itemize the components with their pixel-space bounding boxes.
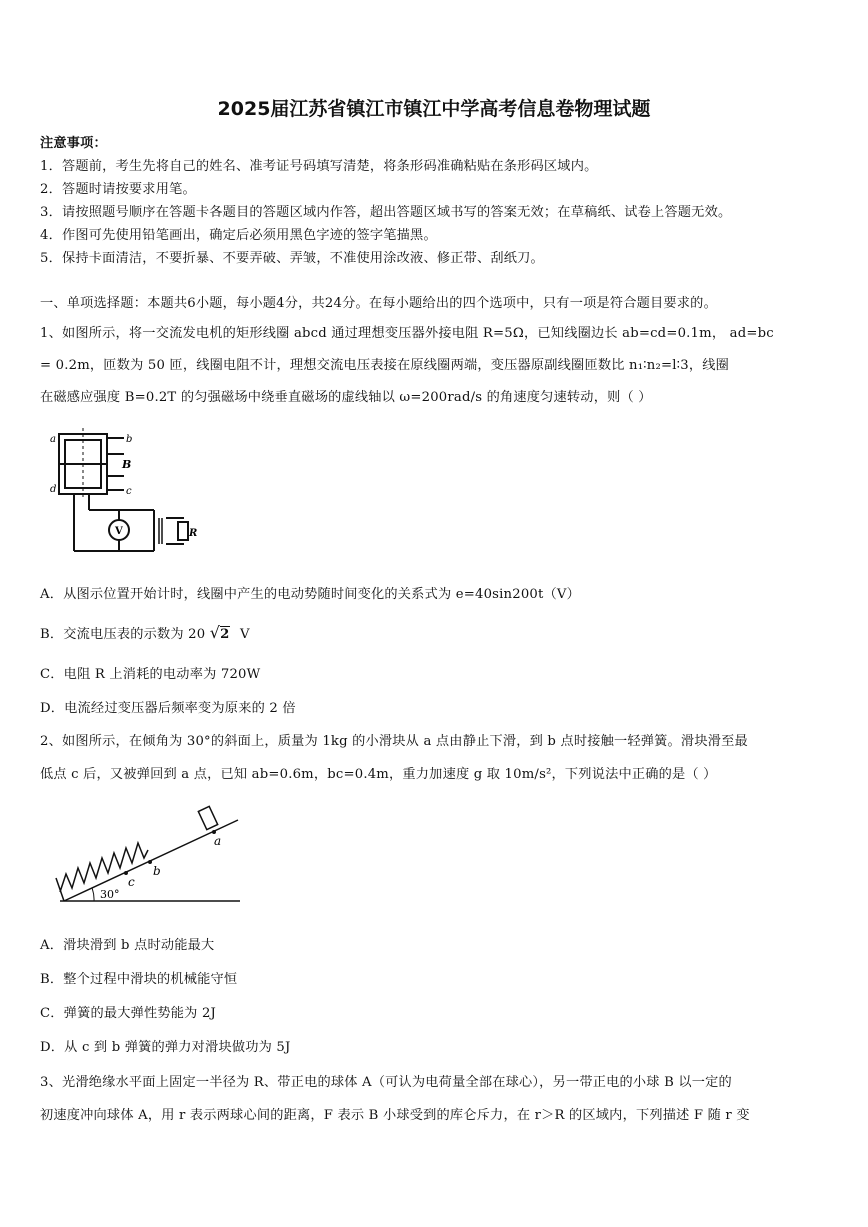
label-c: c [126,486,132,497]
notice-item: 1．答题前，考生先将自己的姓名、准考证号码填写清楚，将条形码准确粘贴在条形码区域内。 [40,159,598,174]
q2-stem-line: 低点 c 后，又被弹回到 a 点，已知 ab=0.6m，bc=0.4m，重力加速度 g 取 10m/s²，下列说法中正确的是（ ） [40,767,717,782]
notice-item: 2．答题时请按要求用笔。 [40,182,196,197]
point-b [148,860,152,864]
q2-incline-figure [50,800,250,908]
q1-option-c: C．电阻 R 上消耗的电动率为 720W [40,667,261,682]
label-B: B [122,458,132,471]
q1-option-a: A．从图示位置开始计时，线圈中产生的电动势随时间变化的关系式为 e=40sin200t（V） [40,587,581,602]
q2-option-d: D．从 c 到 b 弹簧的弹力对滑块做功为 5J [40,1040,291,1055]
notice-heading: 注意事项： [40,136,107,151]
notice-item: 3．请按照题号顺序在答题卡各题目的答题区域内作答，超出答题区域书写的答案无效；在草稿纸、试卷上答题无效。 [40,205,732,220]
q2-option-b: B．整个过程中滑块的机械能守恒 [40,972,238,987]
resistor-icon [178,522,188,540]
page-title: 2025届江苏省镇江市镇江中学高考信息卷物理试题 [217,98,651,120]
label-R: R [189,528,198,539]
block-icon [198,806,217,829]
q1-option-b [40,623,830,642]
q3-stem-line: 初速度冲向球体 A，用 r 表示两球心间的距离，F 表示 B 小球受到的库仑斥力，在 r＞R 的区域内，下列描述 F 随 r 变 [40,1108,750,1123]
q2-stem-line: 2、如图所示，在倾角为 30°的斜面上，质量为 1kg 的小滑块从 a 点由静止下滑，到 b 点时接触一轻弹簧。滑块滑至最 [40,734,748,749]
notice-item: 4．作图可先使用铅笔画出，确定后必须用黑色字迹的签字笔描黑。 [40,228,437,243]
section-heading: 一、单项选择题：本题共6小题，每小题4分，共24分。在每小题给出的四个选项中，只有一项是符合题目要求的。 [40,296,717,311]
label-a: a [214,834,222,848]
label-b: b [153,864,161,878]
q2-option-c: C．弹簧的最大弹性势能为 2J [40,1006,217,1021]
notice-item: 5．保持卡面清洁，不要折暴、不要弄破、弄皱，不准使用涂改液、修正带、刮纸刀。 [40,251,544,266]
q1-option-b-unit: V [239,627,250,642]
angle-label: 30° [100,888,120,901]
q1-stem-line: 1、如图所示，将一交流发电机的矩形线圈 abcd 通过理想变压器外接电阻 R=5Ω，已知线圈边长 ab=cd=0.1m， ad=bc [40,326,774,341]
q2-option-a: A．滑块滑到 b 点时动能最大 [40,938,215,953]
label-b: b [126,434,133,445]
q1-stem-line: = 0.2m，匝数为 50 匝，线圈电阻不计，理想交流电压表接在原线圈两端，变压器原副线圈匝数比 n₁∶n₂=l∶3，线圈 [40,358,730,373]
label-V: V [115,526,123,537]
q1-option-d: D．电流经过变压器后频率变为原来的 2 倍 [40,701,296,716]
sqrt-radicand: 2 [220,627,230,642]
q1-circuit-figure [44,426,198,556]
q3-stem-line: 3、光滑绝缘水平面上固定一半径为 R、带正电的球体 A（可认为电荷量全部在球心），另一带正电的小球 B 以一定的 [40,1075,732,1090]
q1-option-b-text: B．交流电压表的示数为 20 [40,627,206,642]
label-d: d [50,484,57,495]
label-c: c [128,875,135,889]
sqrt-symbol: √ [209,623,221,642]
label-a: a [50,434,56,445]
q1-stem-line: 在磁感应强度 B=0.2T 的匀强磁场中绕垂直磁场的虚线轴以 ω=200rad/s 的角速度匀速转动，则（ ） [40,390,652,405]
